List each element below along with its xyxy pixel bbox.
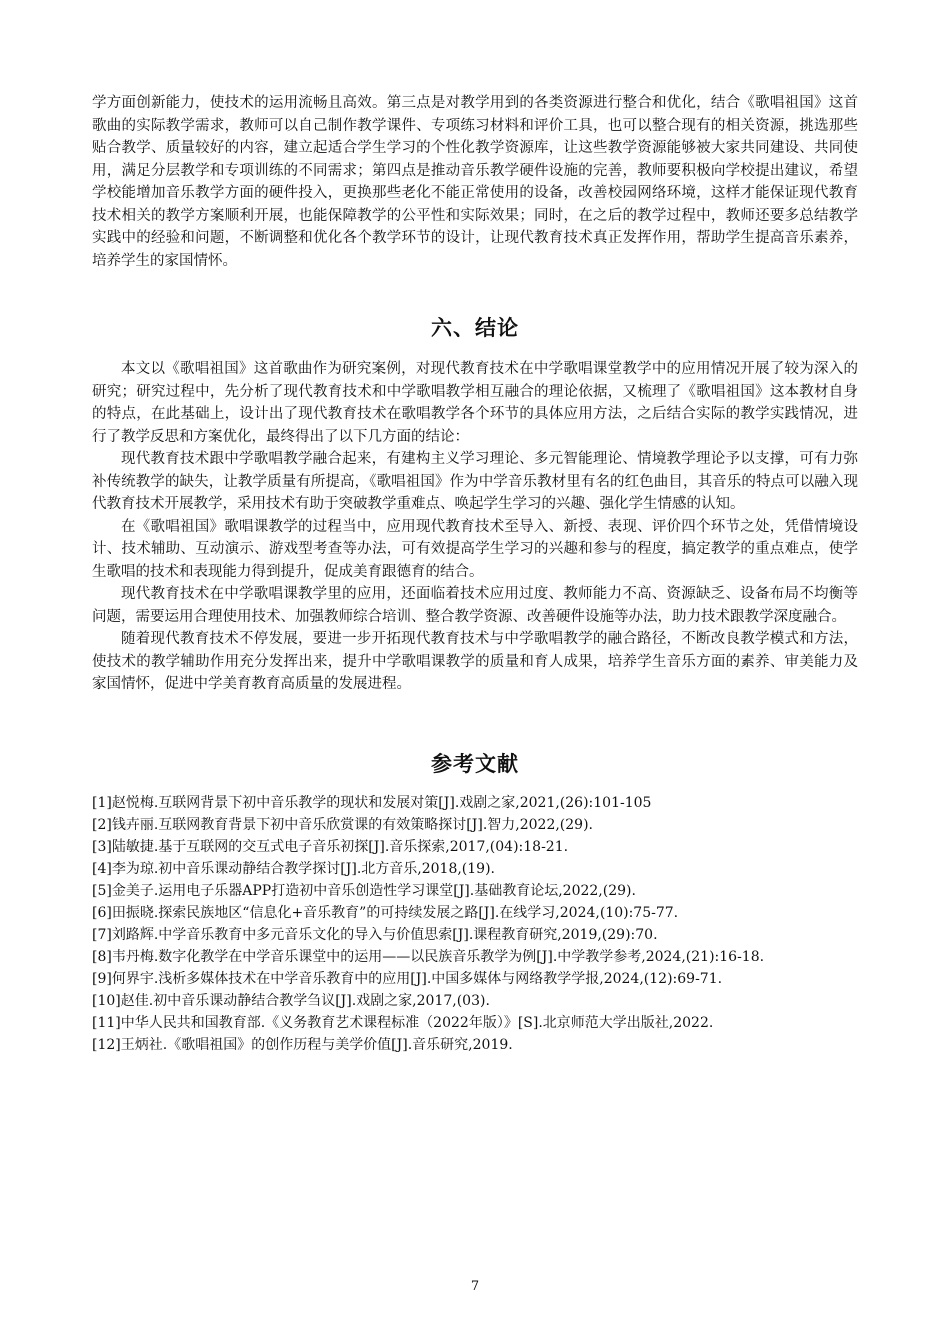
conclusion-paragraph: 现代教育技术在中学歌唱课教学里的应用，还面临着技术应用过度、教师能力不高、资源缺乏、设备布局不均衡等问题，需要运用合理使用技术、加强教师综合培训、整合教学资源、改善硬件设施等办法，助力技术跟教学深度融合。 — [92, 586, 858, 625]
page-number: 7 — [470, 1279, 480, 1294]
reference-item: [10]赵佳.初中音乐课动静结合教学刍议[J].戏剧之家,2017,(03). — [92, 992, 490, 1009]
reference-item: [1]赵悦梅.互联网背景下初中音乐教学的现状和发展对策[J].戏剧之家,2021,(26):101-105 — [92, 794, 652, 811]
conclusion-paragraph: 现代教育技术跟中学歌唱教学融合起来，有建构主义学习理论、多元智能理论、情境教学理论予以支撑，可有力弥补传统教学的缺失，让教学质量有所提高，《歌唱祖国》作为中学音乐教材里有名的红色曲目，其音乐的特点可以融入现代教育技术开展教学，采用技术有助于突破教学重难点、唤起学生学习的兴趣、强化学生情感的认知。 — [92, 451, 858, 512]
conclusion-heading: 六、结论 — [431, 316, 519, 340]
reference-item: [9]何界宇.浅析多媒体技术在中学音乐教育中的应用[J].中国多媒体与网络教学学报,2024,(12):69-71. — [92, 970, 723, 987]
conclusion-paragraph: 本文以《歌唱祖国》这首歌曲作为研究案例，对现代教育技术在中学歌唱课堂教学中的应用情况开展了较为深入的研究；研究过程中，先分析了现代教育技术和中学歌唱教学相互融合的理论依据，又梳理了《歌唱祖国》这本教材自身的特点，在此基础上，设计出了现代教育技术在歌唱教学各个环节的具体应用方法，之后结合实际的教学实践情况，进行了教学反思和方案优化，最终得出了以下几方面的结论： — [92, 361, 858, 445]
intro-paragraph: 学方面创新能力，使技术的运用流畅且高效。第三点是对教学用到的各类资源进行整合和优化，结合《歌唱祖国》这首歌曲的实际教学需求，教师可以自己制作教学课件、专项练习材料和评价工具，也可以整合现有的相关资源，挑选那些贴合教学、质量较好的内容，建立起适合学生学习的个性化教学资源库，让这些教学资源能够被大家共同建设、共同使用，满足分层教学和专项训练的不同需求；第四点是推动音乐教学硬件设施的完善，教师要积极向学校提出建议，希望学校能增加音乐教学方面的硬件投入，更换那些老化不能正常使用的设备，改善校园网络环境，这样才能保证现代教育技术相关的教学方案顺利开展，也能保障教学的公平性和实际效果；同时，在之后的教学过程中，教师还要多总结教学实践中的经验和问题，不断调整和优化各个教学环节的设计，让现代教育技术真正发挥作用，帮助学生提高音乐素养，培养学生的家国情怀。 — [92, 95, 858, 269]
reference-item: [4]李为琼.初中音乐课动静结合教学探讨[J].北方音乐,2018,(19). — [92, 860, 495, 877]
conclusion-section — [92, 358, 858, 696]
conclusion-paragraph: 随着现代教育技术不停发展，要进一步开拓现代教育技术与中学歌唱教学的融合路径，不断改良教学模式和方法，使技术的教学辅助作用充分发挥出来，提升中学歌唱课教学的质量和育人成果，培养学生音乐方面的素养、审美能力及家国情怀，促进中学美育教育高质量的发展进程。 — [92, 631, 858, 692]
reference-item: [11]中华人民共和国教育部.《义务教育艺术课程标准（2022年版）》[S].北京师范大学出版社,2022. — [92, 1014, 714, 1031]
reference-item: [3]陆敏捷.基于互联网的交互式电子音乐初探[J].音乐探索,2017,(04):18-21. — [92, 838, 569, 855]
conclusion-paragraph: 在《歌唱祖国》歌唱课教学的过程当中，应用现代教育技术至导入、新授、表现、评价四个环节之处，凭借情境设计、技术辅助、互动演示、游戏型考查等办法，可有效提高学生学习的兴趣和参与的程度，搞定教学的重点难点，使学生歌唱的技术和表现能力得到提升，促成美育跟德育的结合。 — [92, 518, 858, 580]
reference-item: [5]金美子.运用电子乐器APP打造初中音乐创造性学习课堂[J].基础教育论坛,2022,(29). — [92, 882, 636, 899]
page-content — [92, 92, 858, 1056]
reference-item: [12]王炳社.《歌唱祖国》的创作历程与美学价值[J].音乐研究,2019. — [92, 1036, 513, 1053]
references-heading: 参考文献 — [431, 751, 519, 776]
reference-list — [92, 792, 858, 1056]
reference-item: [8]韦丹梅.数字化教学在中学音乐课堂中的运用——以民族音乐教学为例[J].中学教学参考,2024,(21):16-18. — [92, 948, 765, 965]
reference-item: [6]田振晓.探索民族地区“信息化+音乐教育”的可持续发展之路[J].在线学习,2024,(10):75-77. — [92, 904, 679, 921]
reference-item: [7]刘路辉.中学音乐教育中多元音乐文化的导入与价值思索[J].课程教育研究,2019,(29):70. — [92, 926, 658, 943]
reference-item: [2]钱卉丽.互联网教育背景下初中音乐欣赏课的有效策略探讨[J].智力,2022,(29). — [92, 816, 593, 833]
